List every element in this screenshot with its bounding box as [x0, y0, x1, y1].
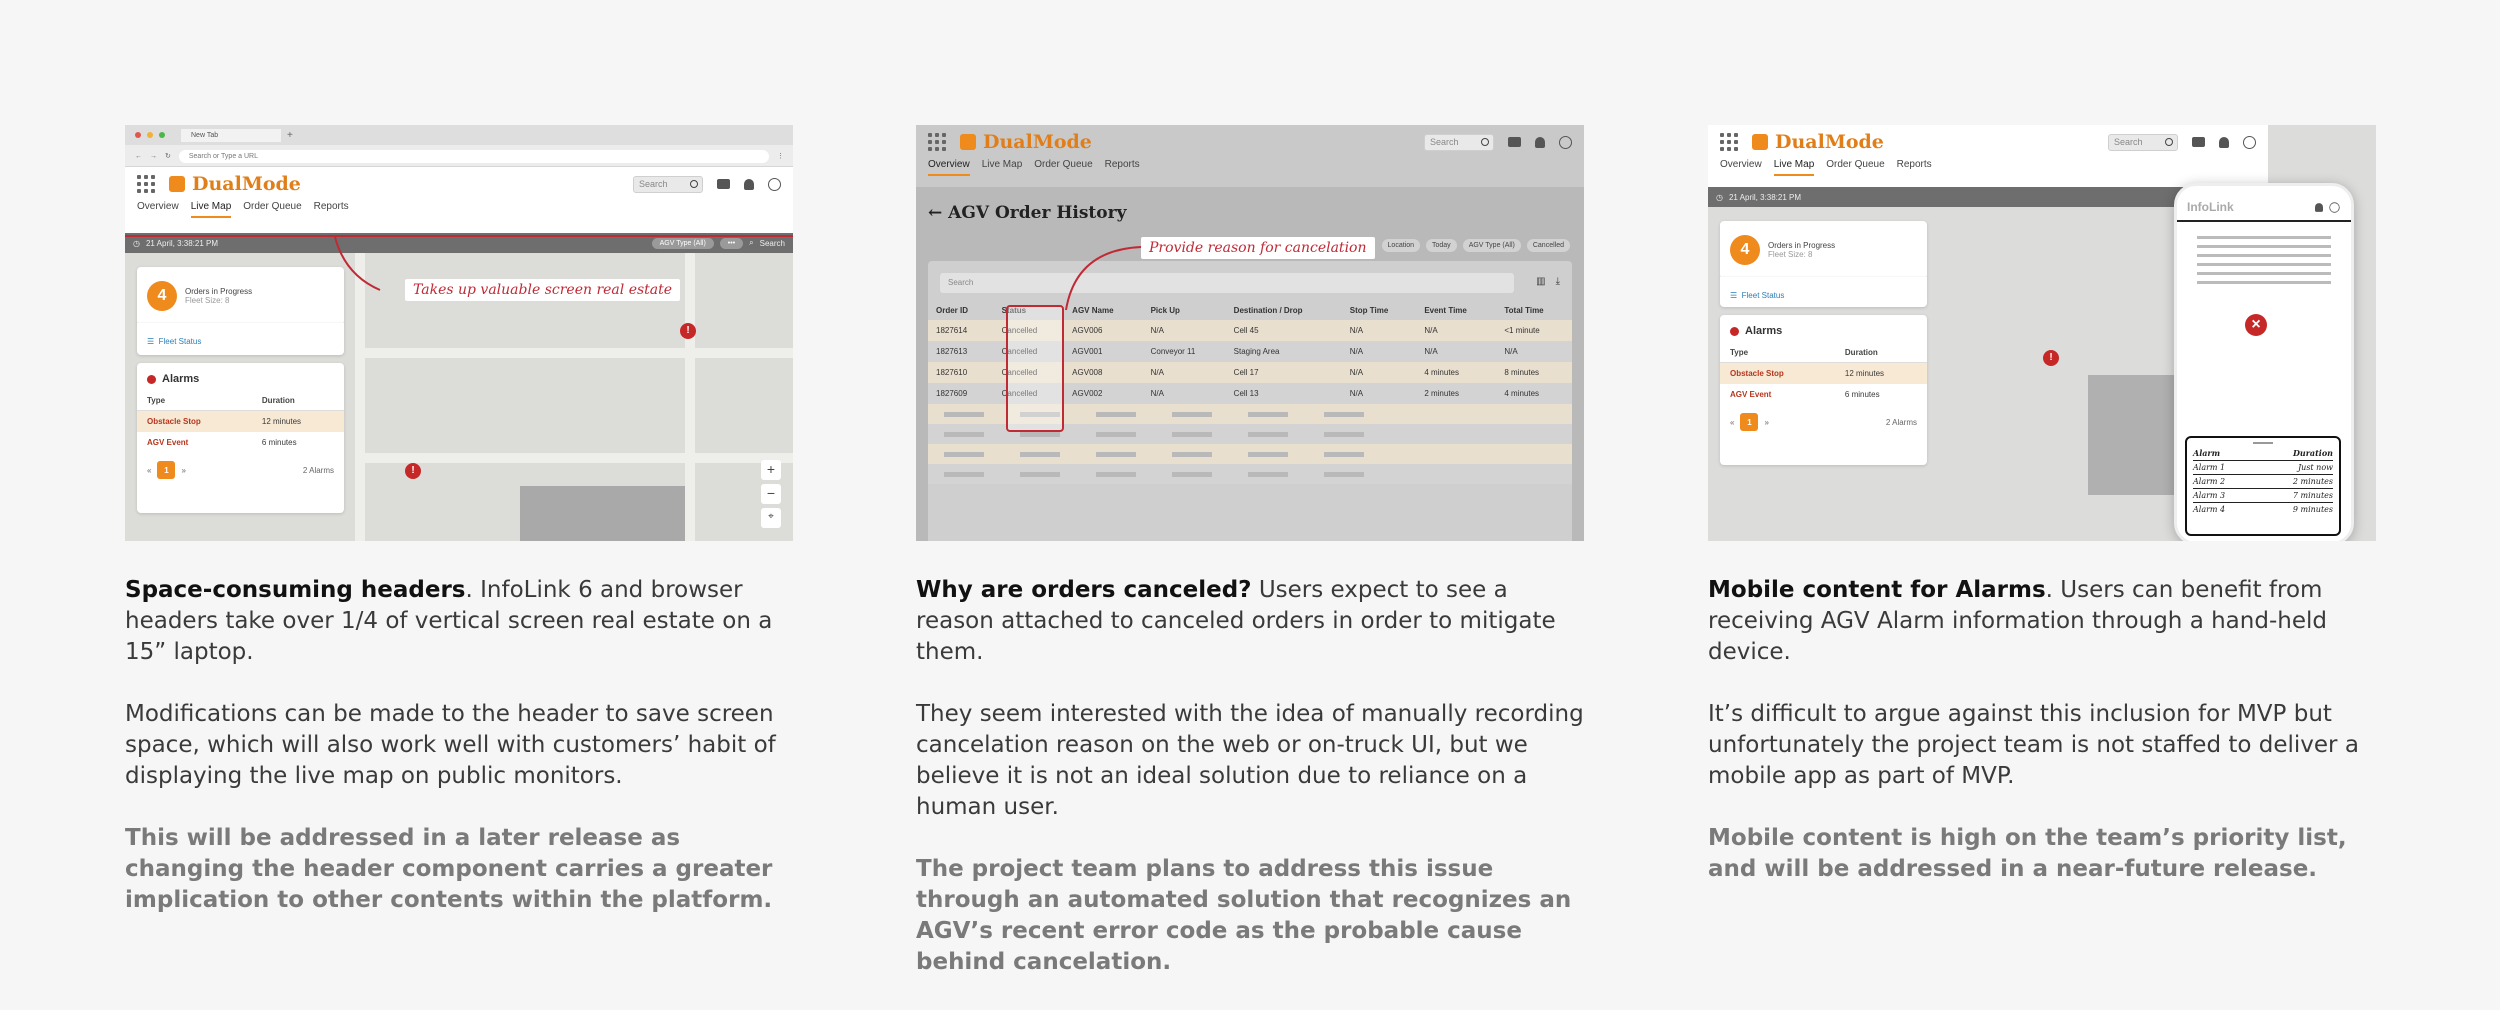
alarm-pin-icon[interactable]: ! [2043, 350, 2059, 366]
bell-icon[interactable] [2219, 137, 2229, 148]
cell: 1827613 [928, 341, 994, 362]
cell: N/A [1342, 362, 1417, 383]
cell: N/A [1416, 320, 1496, 341]
cell: 2 minutes [1416, 383, 1496, 404]
filter-location[interactable]: Location [1382, 239, 1420, 252]
filter-agv-type[interactable]: AGV Type (All) [1463, 239, 1521, 252]
nav-reports[interactable]: Reports [1104, 159, 1140, 170]
finding-column-mobile [1708, 575, 2376, 916]
alarms-card [1720, 315, 1927, 465]
cell: Cell 13 [1226, 383, 1342, 404]
nav-overview[interactable]: Overview [928, 159, 970, 176]
forward-arrow-icon[interactable]: → [150, 152, 157, 160]
next-page-icon[interactable]: » [181, 465, 186, 475]
finding-lead-text: . Users can benefit from receiving AGV Alarm information through a hand-held device. [1708, 577, 2327, 665]
nav-live-map[interactable]: Live Map [1774, 159, 1815, 176]
reload-icon[interactable]: ↻ [165, 153, 171, 160]
fleet-status-link[interactable]: Fleet Status [1741, 291, 1785, 300]
col-event-time[interactable]: Event Time [1424, 306, 1467, 315]
alarm-type: Obstacle Stop [137, 411, 252, 433]
phone-header [2177, 186, 2351, 222]
brand-name: DualMode [1775, 131, 1884, 153]
cell: Cancelled [994, 362, 1065, 383]
cell: 8 minutes [1496, 362, 1572, 383]
alarm-pin-icon[interactable]: ! [680, 323, 696, 339]
alarm-duration: 12 minutes [1835, 363, 1927, 385]
next-page-icon[interactable]: » [1764, 417, 1769, 427]
fleet-status-row[interactable] [1720, 277, 1927, 307]
alarm-duration: 2 minutes [2292, 477, 2333, 486]
header-search-input[interactable]: Search [2108, 134, 2178, 151]
alarm-count: 2 Alarms [302, 465, 334, 475]
finding-lead [916, 575, 1584, 668]
cell: Cancelled [994, 341, 1065, 362]
alarms-title: Alarms [1745, 325, 1783, 337]
download-icon[interactable]: ⤓ [1555, 275, 1560, 287]
back-arrow-icon[interactable]: ← [135, 152, 142, 160]
phone-table-header [2193, 448, 2333, 461]
brand-name: DualMode [983, 131, 1092, 153]
fleet-status-link[interactable]: Fleet Status [158, 337, 202, 346]
nav-live-map[interactable]: Live Map [981, 159, 1023, 170]
list-item[interactable] [2193, 475, 2333, 489]
alarms-heading [1720, 325, 1927, 343]
header-search-input[interactable]: Search [633, 176, 703, 193]
col-duration[interactable]: Duration [252, 391, 344, 411]
orders-count: 4 [1730, 235, 1760, 265]
more-filters-button[interactable]: ••• [720, 238, 743, 249]
col-duration[interactable]: Duration [1835, 343, 1927, 363]
col-alarm: Alarm [2193, 448, 2221, 458]
zoom-in-button[interactable]: + [761, 460, 781, 480]
annotation-connector [916, 125, 1584, 541]
orders-label: Orders in Progress [1768, 241, 1836, 250]
col-pick-up[interactable]: Pick Up [1150, 306, 1180, 315]
list-icon: ☰ [147, 337, 155, 346]
col-agv-name[interactable]: AGV Name [1072, 306, 1114, 315]
cell: Cancelled [994, 383, 1065, 404]
phone-alarm-sheet [2185, 436, 2341, 536]
bell-icon[interactable] [2315, 203, 2323, 212]
clock-icon: ◷ [1716, 192, 1723, 202]
current-page[interactable]: 1 [157, 461, 175, 479]
orders-count: 4 [147, 281, 177, 311]
col-type[interactable]: Type [137, 391, 252, 411]
alarm-name: Alarm 2 [2193, 477, 2226, 486]
orders-label: Orders in Progress [185, 287, 253, 296]
finding-heading: Why are orders canceled? [916, 577, 1252, 603]
alarm-duration: 12 minutes [252, 411, 344, 433]
alarm-type: Obstacle Stop [1720, 363, 1835, 385]
cell: N/A [1342, 383, 1417, 404]
cell: N/A [1342, 341, 1417, 362]
nav-overview[interactable]: Overview [137, 201, 179, 212]
cell: 1827610 [928, 362, 994, 383]
brand-logo [1752, 131, 1884, 153]
brand-name: DualMode [192, 173, 301, 195]
columns-icon[interactable]: ▥ [1536, 275, 1546, 287]
alarm-dot-icon [1730, 327, 1739, 336]
cell: Cell 45 [1226, 320, 1342, 341]
orders-in-progress-card[interactable] [1720, 221, 1927, 279]
phone-content-lines [2177, 222, 2351, 298]
col-order-id[interactable]: Order ID [936, 306, 969, 315]
finding-heading: Space-consuming headers [125, 577, 466, 603]
agv-type-filter[interactable]: AGV Type (All) [652, 238, 714, 249]
finding-lead [1708, 575, 2376, 668]
new-tab-icon[interactable]: + [287, 129, 293, 141]
browser-tab[interactable]: New Tab [181, 129, 281, 142]
finding-column-cancellations [916, 575, 1584, 1009]
finding-column-headers [125, 575, 793, 947]
col-stop-time[interactable]: Stop Time [1349, 306, 1389, 315]
fleet-size: Fleet Size: 8 [185, 296, 230, 305]
table-row[interactable] [1720, 363, 1927, 385]
alarm-type: AGV Event [1730, 390, 1772, 399]
cell: Conveyor 11 [1143, 341, 1226, 362]
alarm-pin-icon[interactable]: ! [405, 463, 421, 479]
annotation-connector [125, 125, 793, 541]
finding-resolution: Mobile content is high on the team’s priority list, and will be addressed in a near-future release. [1708, 825, 2347, 882]
nav-reports[interactable]: Reports [1896, 159, 1932, 170]
prev-page-icon[interactable]: « [147, 465, 152, 475]
finding-lead-text: . InfoLink 6 and browser headers take over 1/4 of vertical screen real estate on a 15” laptop. [125, 577, 773, 665]
finding-resolution: The project team plans to address this issue through an automated solution that recognizes an AGV’s recent error code as the probable cause behind cancelation. [916, 856, 1572, 975]
nav-reports[interactable]: Reports [313, 201, 349, 212]
list-item[interactable] [2193, 503, 2333, 516]
filter-today[interactable]: Today [1426, 239, 1457, 252]
finding-lead [125, 575, 793, 668]
col-type[interactable]: Type [1720, 343, 1835, 363]
finding-resolution: This will be addressed in a later release as changing the header component carries a greater implication to other contents within the platform. [125, 825, 773, 913]
user-avatar-icon[interactable] [2243, 136, 2256, 149]
alarm-duration: 6 minutes [261, 438, 297, 447]
phone-brand: InfoLink [2187, 200, 2234, 214]
search-icon[interactable]: ⌕ [749, 238, 754, 247]
cell: N/A [1143, 383, 1226, 404]
user-avatar-icon[interactable] [2329, 202, 2339, 212]
cell: 1827614 [928, 320, 994, 341]
annotation-callout: Provide reason for cancelation [1141, 237, 1375, 259]
kebab-menu-icon[interactable]: ⋮ [776, 153, 784, 160]
list-item[interactable] [2193, 489, 2333, 503]
alarm-name: Alarm 1 [2193, 463, 2226, 472]
cell: N/A [1143, 362, 1226, 383]
alarm-duration: 7 minutes [2292, 491, 2333, 500]
recenter-button[interactable]: ⌖ [761, 508, 781, 528]
alarms-pager [1720, 405, 1927, 439]
nav-order-queue[interactable]: Order Queue [1826, 159, 1885, 170]
screenshot-live-map-mobile [1708, 125, 2376, 541]
cell: <1 minute [1496, 320, 1572, 341]
cell: Cell 17 [1226, 362, 1342, 383]
alarms-title: Alarms [162, 373, 200, 385]
alarm-pin-icon[interactable]: × [2245, 314, 2267, 336]
map-timestamp: 21 April, 3:38:21 PM [1728, 192, 1802, 202]
alarm-name: Alarm 4 [2193, 505, 2226, 514]
finding-lead-text: Users expect to see a reason attached to canceled orders in order to mitigate them. [916, 577, 1556, 665]
alarms-table [1720, 343, 1927, 405]
screenshot-live-map-browser [125, 125, 793, 541]
mobile-phone-sketch [2174, 183, 2354, 541]
finding-heading: Mobile content for Alarms [1708, 577, 2046, 603]
filter-cancelled[interactable]: Cancelled [1527, 239, 1570, 252]
app-grid-icon[interactable] [1720, 133, 1738, 151]
fleet-size: Fleet Size: 8 [1768, 250, 1813, 259]
alarm-duration: 6 minutes [1844, 390, 1880, 399]
url-input[interactable]: Search or Type a URL [179, 150, 769, 163]
nav-order-queue[interactable]: Order Queue [1034, 159, 1093, 170]
header-search-input[interactable]: Search [1424, 134, 1494, 151]
cell: 1827609 [928, 383, 994, 404]
col-total-time[interactable]: Total Time [1504, 306, 1544, 315]
prev-page-icon[interactable]: « [1730, 417, 1735, 427]
list-item[interactable] [2193, 461, 2333, 475]
cell: AGV001 [1064, 341, 1142, 362]
col-status[interactable]: Status [1001, 306, 1027, 315]
cell: Staging Area [1226, 341, 1342, 362]
col-duration: Duration [2292, 448, 2333, 458]
table-search-input[interactable]: Search [940, 273, 1514, 293]
page-title-text: AGV Order History [948, 203, 1127, 223]
nav-overview[interactable]: Overview [1720, 159, 1762, 170]
zoom-out-button[interactable]: − [761, 484, 781, 504]
col-destination[interactable]: Destination / Drop [1233, 306, 1303, 315]
finding-detail: Modifications can be made to the header to save screen space, which will also work well with customers’ habit of displaying the live map on public monitors. [125, 701, 776, 789]
screenshot-order-history [916, 125, 1584, 541]
current-page[interactable]: 1 [1740, 413, 1758, 431]
cell: AGV008 [1064, 362, 1142, 383]
map-structure [2088, 375, 2178, 495]
main-nav [1708, 159, 2268, 176]
cell: AGV002 [1064, 383, 1142, 404]
alarm-duration: 9 minutes [2292, 505, 2333, 514]
list-icon: ☰ [1730, 291, 1738, 300]
finding-detail: It’s difficult to argue against this inclusion for MVP but unfortunately the project team is not staffed to deliver a mobile app as part of MVP. [1708, 701, 2359, 789]
table-row[interactable] [1720, 384, 1927, 405]
map-toolbar [1708, 187, 2208, 207]
alarm-type: AGV Event [147, 438, 189, 447]
finding-detail: They seem interested with the idea of manually recording cancelation reason on the web or on-truck UI, but we believe it is not an ideal solution due to reliance on a human user. [916, 701, 1584, 820]
alarm-name: Alarm 3 [2193, 491, 2226, 500]
cell: N/A [1143, 320, 1226, 341]
annotation-callout: Takes up valuable screen real estate [405, 279, 680, 301]
cell: Cancelled [994, 320, 1065, 341]
app-header [1708, 125, 2268, 187]
cell: AGV006 [1064, 320, 1142, 341]
map-timestamp: 21 April, 3:38:21 PM [145, 238, 219, 248]
chat-icon[interactable] [2192, 137, 2205, 147]
clock-icon: ◷ [133, 238, 140, 248]
alarm-duration: Just now [2297, 463, 2333, 472]
cell: N/A [1342, 320, 1417, 341]
cell: 4 minutes [1496, 383, 1572, 404]
nav-order-queue[interactable]: Order Queue [243, 201, 302, 212]
map-search-label[interactable]: Search [759, 238, 785, 248]
cell: N/A [1496, 341, 1572, 362]
alarm-count: 2 Alarms [1885, 417, 1917, 427]
cell: 4 minutes [1416, 362, 1496, 383]
back-arrow-icon[interactable]: ← [928, 203, 949, 223]
cell: N/A [1416, 341, 1496, 362]
nav-live-map[interactable]: Live Map [191, 201, 232, 218]
